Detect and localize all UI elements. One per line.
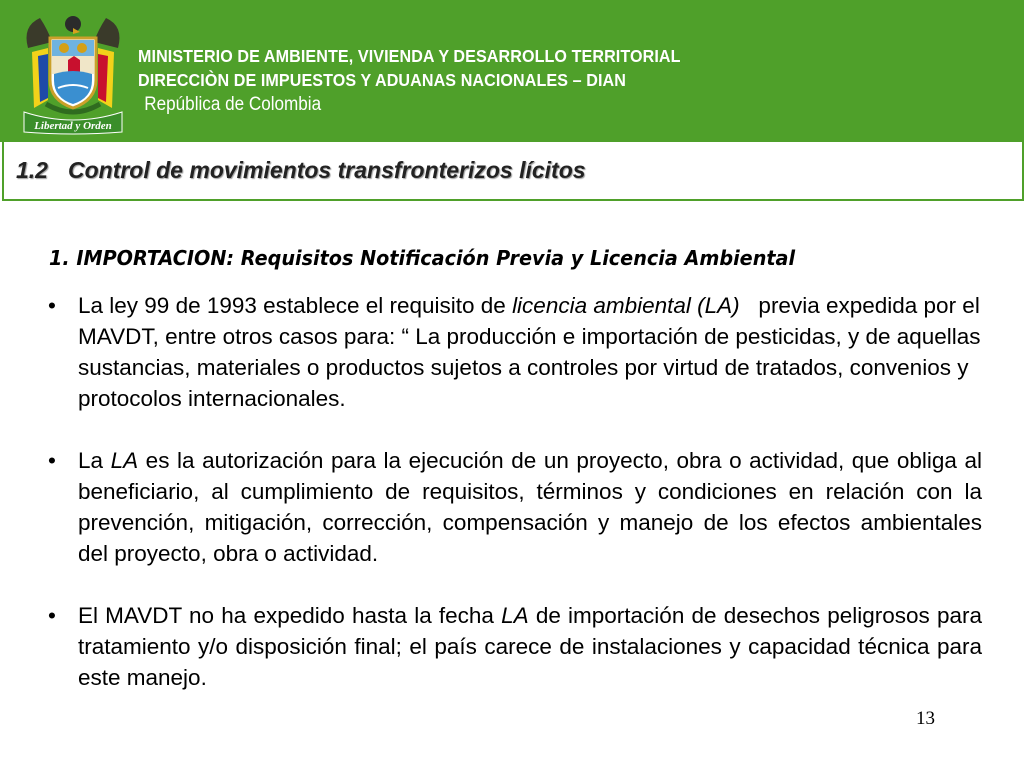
- svg-text:Libertad y Orden: Libertad y Orden: [34, 120, 112, 132]
- bullet-item: [48, 290, 987, 414]
- bullet-text: [78, 445, 982, 569]
- bullet-text-part: de importación de desechos peligrosos para tratamiento y/o disposición final; el país carece de instalaciones y capacidad técnica para este manejo.: [78, 603, 982, 690]
- bullet-text-part: La: [78, 448, 111, 473]
- bullet-text: [78, 600, 982, 693]
- bullet-emphasis: LA: [110, 448, 139, 473]
- bullet-item: [48, 445, 982, 569]
- bullet-item: [48, 600, 982, 693]
- section-title-text: Control de movimientos transfronterizos lícitos: [67, 157, 586, 183]
- subheading: 1. IMPORTACION: Requisitos Notificación Previa y Licencia Ambiental: [49, 246, 796, 270]
- bullet-emphasis: licencia ambiental (LA): [512, 293, 740, 318]
- bullet-text: [78, 290, 987, 414]
- slide-header: [0, 0, 1024, 142]
- section-number: 1.2: [16, 157, 48, 183]
- page-number: 13: [916, 708, 935, 729]
- bullet-icon: •: [48, 293, 56, 318]
- bullet-text-part: El MAVDT no ha expedido hasta la fecha: [78, 603, 502, 628]
- bullet-list: [48, 290, 987, 724]
- ministry-name: MINISTERIO DE AMBIENTE, VIVIENDA Y DESARROLLO TERRITORIAL: [138, 46, 681, 66]
- bullet-text-part: previa expedida por el MAVDT, entre otros casos para: “ La producción e importación de pesticidas, y de aquellas sustancias, materiales o productos sujetos a controles por virtud de tratados, convenios y protocolos internacionales.: [78, 293, 987, 411]
- country-name: República de Colombia: [144, 94, 322, 115]
- agency-name: DIRECCIÒN DE IMPUESTOS Y ADUANAS NACIONALES – DIAN: [138, 70, 626, 90]
- bullet-icon: •: [48, 448, 56, 473]
- section-title-box: [2, 142, 1024, 201]
- bullet-text-part: es la autorización para la ejecución de un proyecto, obra o actividad, que obliga al beneficiario, al cumplimiento de requisitos, términos y condiciones en relación con la prevención, mitigación, corrección, compensación y manejo de los efectos ambientales del proyecto, obra o actividad.: [78, 448, 982, 566]
- organization-names: [138, 44, 728, 118]
- bullet-emphasis: LA: [501, 603, 529, 628]
- section-title: [16, 157, 586, 184]
- bullet-icon: •: [48, 603, 56, 628]
- colombia-coat-of-arms-icon: [18, 8, 128, 136]
- bullet-text-part: La ley 99 de 1993 establece el requisito de: [78, 293, 513, 318]
